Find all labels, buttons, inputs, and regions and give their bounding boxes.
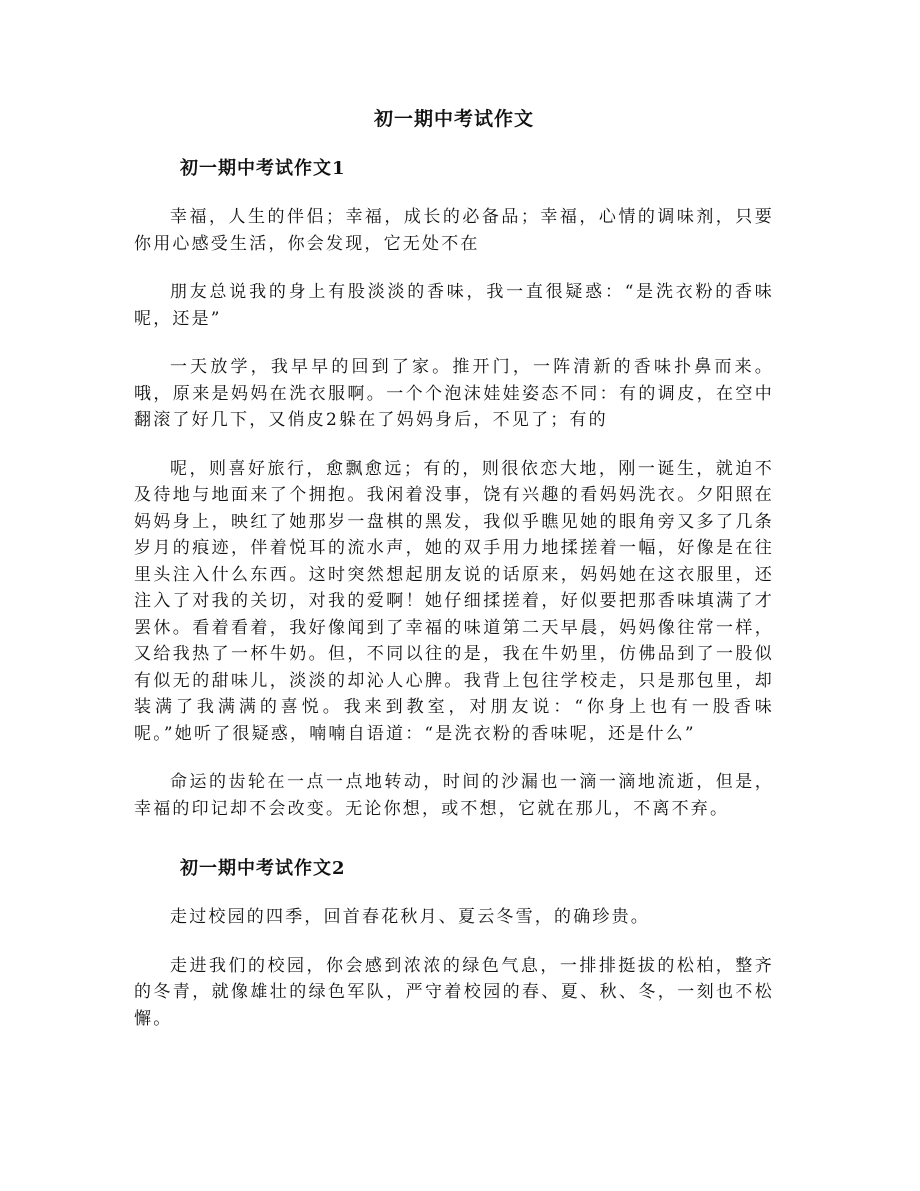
document-title: 初一期中考试作文 [373,108,534,130]
paragraph: 幸福，人生的伴侣；幸福，成长的必备品；幸福，心情的调味剂，只要你用心感受生活，你会发现，它无处不在 [134,207,774,254]
paragraph: 一天放学，我早早的回到了家。推开门，一阵清新的香味扑鼻而来。哦，原来是妈妈在洗衣服啊。一个个泡沫娃娃姿态不同：有的调皮，在空中翻滚了好几下，又俏皮2躲在了妈妈身后，不见了；有的 [134,357,774,430]
paragraph: 朋友总说我的身上有股淡淡的香味，我一直很疑惑：“是洗衣粉的香味呢，还是” [134,282,774,329]
section-heading: 初一期中考试作文1 [180,158,346,179]
document-page [134,106,774,1054]
paragraph: 走进我们的校园，你会感到浓浓的绿色气息，一排排挺拔的松柏，整齐的冬青，就像雄壮的绿色军队，严守着校园的春、夏、秋、冬，一刻也不松懈。 [134,955,774,1029]
paragraph: 呢，则喜好旅行，愈飘愈远；有的，则很依恋大地，刚一诞生，就迫不及待地与地面来了个拥抱。我闲着没事，饶有兴趣的看妈妈洗衣。夕阳照在妈妈身上，映红了她那岁一盘棋的黑发，我似乎瞧见她的眼角旁又多了几条岁月的痕迹，伴着悦耳的流水声，她的双手用力地揉搓着一幅，好像是在往里头注入什么东西。这时突然想起朋友说的话原来，妈妈她在这衣服里，还注入了对我的关切，对我的爱啊！她仔细揉搓着，好似要把那香味填满了才罢休。看着看着，我好像闻到了幸福的味道第二天早晨，妈妈像往常一样，又给我热了一杯牛奶。但，不同以往的是，我在牛奶里，仿佛品到了一股似有似无的甜味儿，淡淡的却沁人心脾。我背上包往学校走，只是那包里，却装满了我满满的喜悦。我来到教室，对朋友说：“你身上也有一股香味呢。”她听了很疑惑，喃喃自语道：“是洗衣粉的香味呢，还是什么” [134,458,774,744]
essay-section-1 [134,156,774,822]
paragraph: 走过校园的四季，回首春花秋月、夏云冬雪，的确珍贵。 [170,907,650,927]
paragraph: 命运的齿轮在一点一点地转动，时间的沙漏也一滴一滴地流逝，但是，幸福的印记却不会改变。无论你想，或不想，它就在那儿，不离不弃。 [134,772,774,819]
section-heading: 初一期中考试作文2 [180,858,346,879]
essay-section-2 [134,856,774,1032]
